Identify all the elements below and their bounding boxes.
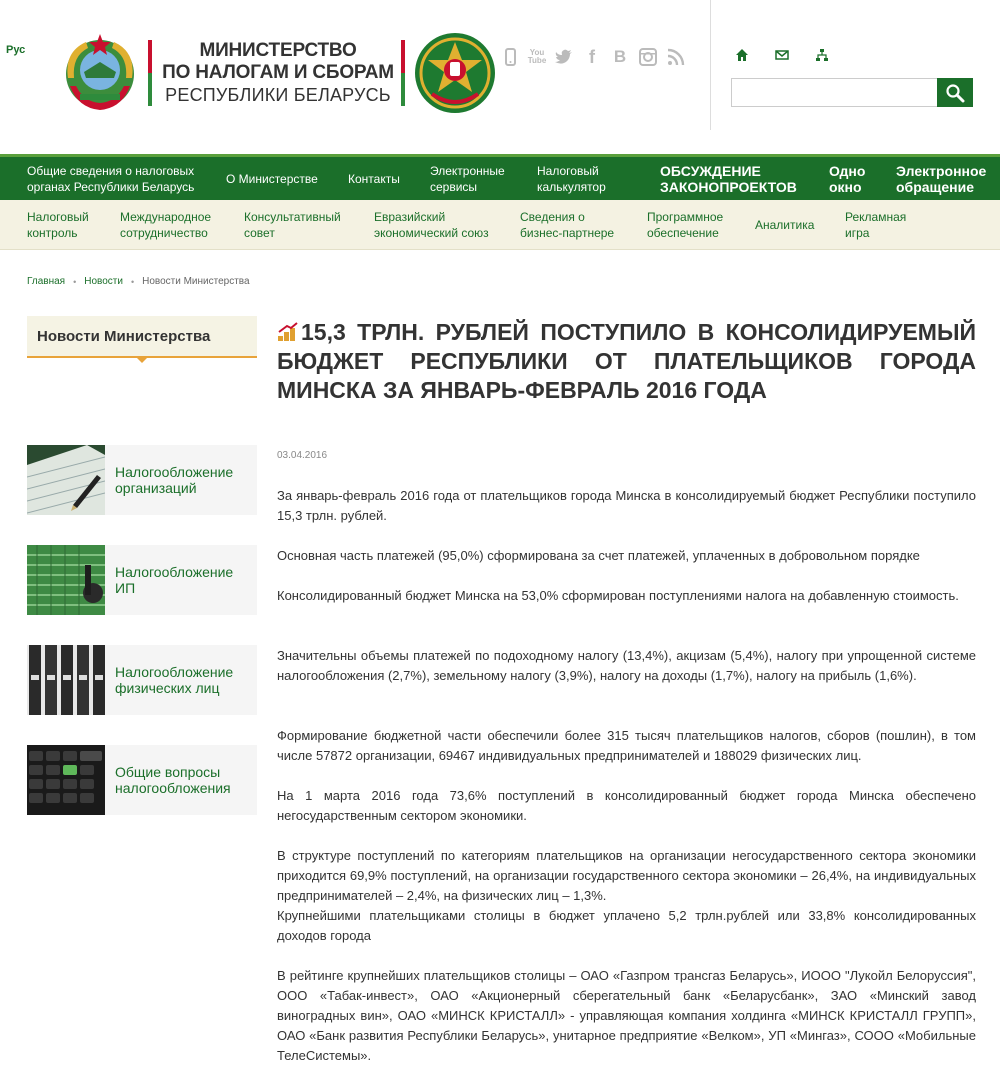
nav-bills-discussion[interactable]: ОБСУЖДЕНИЕ ЗАКОНОПРОЕКТОВ	[660, 162, 797, 195]
article-paragraph: В рейтинге крупнейших плательщиков столицы – ОАО «Газпром трансгаз Беларусь», ИООО "Лукойл Белоруссия", ООО «Табак-инвест», ОАО «Акционерный сберегательный банк «Беларусбанк», ЗАО «Минский завод виноградных вин», ОАО «МИНСК КРИСТАЛЛ» - управляющая компания холдинга «МИНСК КРИСТАЛЛ ГРУПП», ОАО «Банк развития Республики Беларусь», унитарное предприятие «Велком», УП «Мингаз», СООО «Мобильные ТелеСистемы».	[277, 968, 976, 1063]
rss-icon[interactable]	[666, 46, 686, 68]
breadcrumb	[27, 276, 250, 287]
sidebar-title-text: Новости Министерства	[37, 328, 211, 345]
organizations-thumbnail	[27, 445, 105, 515]
instagram-icon[interactable]	[638, 46, 658, 68]
sidebar-card-label: Налогообложение организаций	[115, 464, 234, 496]
subnav-eurasian-union[interactable]: Евразийский экономический союз	[374, 210, 489, 240]
subnav-advisory-council[interactable]: Консультативный совет	[244, 210, 341, 240]
nav-e-appeal[interactable]: Электронное обращение	[896, 162, 987, 195]
mail-icon[interactable]	[775, 48, 789, 62]
sidebar-title	[27, 316, 257, 358]
nav-general-info[interactable]: Общие сведения о налоговых органах Республики Беларусь	[27, 163, 195, 194]
subnav-software[interactable]: Программное обеспечение	[647, 210, 724, 240]
nav-one-window[interactable]: Одно окно	[829, 162, 866, 195]
article-paragraph: На 1 марта 2016 года 73,6% поступлений в консолидированный бюджет города Минска обеспечено негосударственным сектором экономики.	[277, 788, 976, 823]
breadcrumb-current: Новости Министерства	[142, 276, 250, 287]
article-title	[277, 318, 976, 405]
mobile-icon[interactable]	[500, 46, 520, 68]
sitemap-icon[interactable]	[815, 48, 829, 62]
article-paragraph: В структуре поступлений по категориям плательщиков на организации негосударственного сектора экономики приходится 69,9% поступлений, на организации государственного сектора экономики – 26,4%, на индивидуальных предпринимателей – 2,4%, на физических лиц – 1,3%.	[277, 848, 976, 903]
twitter-icon[interactable]	[554, 46, 574, 68]
subnav-analytics[interactable]: Аналитика	[755, 218, 815, 232]
sidebar-card-organizations[interactable]	[27, 445, 257, 515]
search-icon	[945, 83, 965, 103]
article-paragraph: Крупнейшими плательщиками столицы в бюджет уплачено 5,2 трлн.рублей или 33,8% консолидированных доходов города	[277, 908, 976, 943]
utility-links	[735, 48, 829, 62]
site-brand[interactable]	[155, 40, 401, 106]
breadcrumb-separator: •	[130, 276, 135, 287]
individuals-thumbnail	[27, 645, 105, 715]
sidebar-card-label: Налогообложение физических лиц	[115, 664, 234, 696]
article-paragraph: Значительны объемы платежей по подоходному налогу (13,4%), акцизам (5,4%), налогу при упрощенной системе налогообложения (2,7%), земельному налогу (3,9%), налогу на доходы (1,7%), налогу на прибыль (1,6%).	[277, 648, 976, 683]
home-icon[interactable]	[735, 48, 749, 62]
language-switch[interactable]: Рус	[6, 44, 26, 56]
article-date: 03.04.2016	[277, 450, 328, 461]
secondary-navigation	[0, 200, 1000, 250]
vkontakte-icon[interactable]: B	[613, 47, 627, 66]
brand-line-1: МИНИСТЕРСТВО	[199, 40, 357, 61]
breadcrumb-home[interactable]: Главная	[27, 276, 66, 287]
facebook-icon[interactable]: f	[589, 46, 595, 67]
site-search	[731, 78, 973, 107]
nav-e-services[interactable]: Электронные сервисы	[430, 163, 505, 194]
brand-line-3: РЕСПУБЛИКИ БЕЛАРУСЬ	[165, 85, 391, 105]
entrepreneurs-thumbnail	[27, 545, 105, 615]
article-paragraph: За январь-февраль 2016 года от плательщиков города Минска в консолидируемый бюджет Республики поступило 15,3 трлн. рублей.	[277, 488, 976, 523]
article-paragraph: Консолидированный бюджет Минска на 53,0% сформирован поступлениями налога на добавленную стоимость.	[277, 588, 959, 603]
article-paragraph: Основная часть платежей (95,0%) сформирована за счет платежей, уплаченных в добровольном порядке	[277, 548, 920, 563]
sidebar-card-individuals[interactable]	[27, 645, 257, 715]
breadcrumb-news[interactable]: Новости	[84, 276, 123, 287]
sidebar-card-label: Общие вопросы налогообложения	[115, 764, 231, 796]
sidebar-title-pointer	[135, 356, 149, 363]
youtube-icon[interactable]: You Tube	[527, 48, 547, 65]
subnav-intl-cooperation[interactable]: Международное сотрудничество	[120, 210, 212, 240]
nav-about-ministry[interactable]: О Министерстве	[226, 171, 318, 186]
main-navigation	[0, 154, 1000, 200]
search-input[interactable]	[731, 78, 937, 107]
coins-growth-icon	[277, 322, 299, 342]
article-title-text: 15,3 ТРЛН. РУБЛЕЙ ПОСТУПИЛО В КОНСОЛИДИРУЕМЫЙ БЮДЖЕТ РЕСПУБЛИКИ ОТ ПЛАТЕЛЬЩИКОВ ГОРОДА МИНСКА ЗА ЯНВАРЬ-ФЕВРАЛЬ 2016 ГОДА	[277, 319, 976, 403]
brand-line-2: ПО НАЛОГАМ И СБОРАМ	[162, 62, 394, 83]
breadcrumb-separator: •	[73, 276, 77, 287]
sidebar-card-general-questions[interactable]	[27, 745, 257, 815]
site-header	[0, 0, 1000, 154]
nav-contacts[interactable]: Контакты	[348, 171, 400, 186]
subnav-business-partner[interactable]: Сведения о бизнес-партнере	[520, 210, 615, 240]
general-questions-thumbnail	[27, 745, 105, 815]
subnav-ad-game[interactable]: Рекламная игра	[845, 210, 907, 240]
tax-service-badge	[414, 32, 496, 114]
article-paragraph: Формирование бюджетной части обеспечили более 315 тысяч плательщиков налогов, сборов (пошлин), в том числе 57872 организации, 69467 индивидуальных предпринимателей и 188029 физических лиц.	[277, 728, 976, 763]
brand-divider-right	[401, 40, 405, 106]
belarus-emblem	[58, 32, 142, 112]
search-button[interactable]	[937, 78, 973, 107]
nav-tax-calculator[interactable]: Налоговый калькулятор	[537, 163, 606, 194]
subnav-tax-control[interactable]: Налоговый контроль	[27, 210, 89, 240]
header-divider	[710, 0, 711, 130]
sidebar-card-entrepreneurs[interactable]	[27, 545, 257, 615]
sidebar-card-label: Налогообложение ИП	[115, 564, 234, 596]
brand-divider-left	[148, 40, 152, 106]
social-links	[500, 46, 686, 68]
